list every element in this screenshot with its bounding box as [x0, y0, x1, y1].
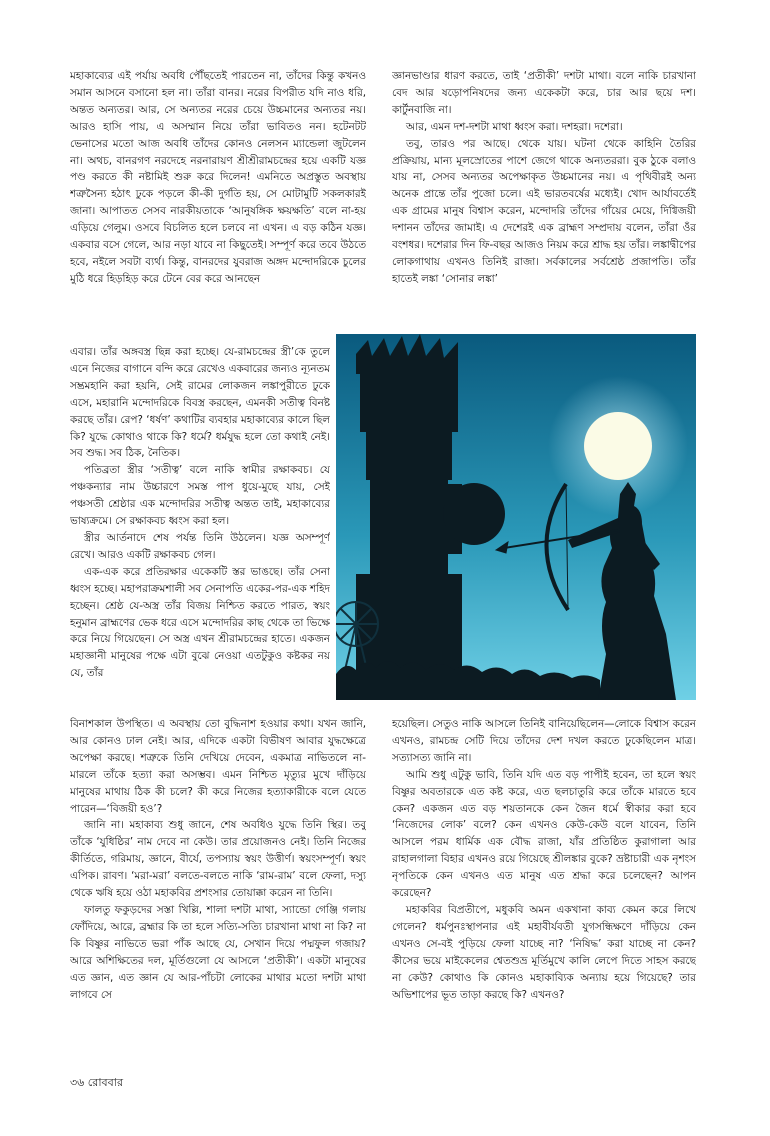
- article-paragraph: ফালতু ফকুড়দের সস্তা খিল্লি, শালা দশটা মাথা, স্যান্ডো গেঞ্জি গলায় ফোঁদিয়ে, আরে, ব্রহ্মার কি তা হলে সত্যি-সত্যি চারখানা মাথা না কি? না কি বিষ্ণুর নাভিতে ভরা পাঁক আছে যে, সেখান দিয়ে পদ্মফুল গজায়? আরে অশিক্ষিতের দল, মূর্তিগুলো যে আসলে ‘প্রতীকী’। একটা মানুষের এত জ্ঞান, এত জ্ঞান যে আর-পাঁচটা লোকের মাথার মতো দশটা মাথা লাগবে সে: [70, 903, 366, 1001]
- article-column-top-left: [70, 68, 366, 344]
- article-paragraph: জ্ঞানভাণ্ডার ধারণ করতে, তাই ‘প্রতীকী’ দশটা মাথা। বলে নাকি চারখানা বেদ আর ষড়োপনিষদের জন্য একেকটা করে, চার আর ছয়ে দশ। কার্টুনবাজি না।: [392, 70, 696, 116]
- article-paragraph: তবু, তারও পর আছে। থেকে যায়। ঘটনা থেকে কাহিনি তৈরির প্রক্রিয়ায়, মান্য মূলস্রোতের পাশে জেগে থাকে অন্যতররা। বুক ঠুকে বলাও যায় না, সেসব অন্যতর অপেক্ষাকৃত উচ্চমানের নয়। এ পৃথিবীরই অন্য অনেক প্রান্তে তাঁর পুজো চলে। এই ভারতবর্ষের মধ্যেই। খোদ আর্যাবর্তেই এক গ্রামের মানুষ বিশ্বাস করেন, মন্দোদরি তাঁদের গাঁয়ের মেয়ে, দিগ্বিজয়ী দশানন তাঁদের জামাই। এ দেশেরই এক ব্রাহ্মণ সম্প্রদায় বলেন, তাঁরা ওঁর বংশধর। দশেরার দিন ফি-বছর আজও নিয়ম করে শ্রাদ্ধ হয় তাঁর। লঙ্কাদ্বীপের লোকগাথায় এখনও তিনিই রাজা। সর্বকালের সর্বশ্রেষ্ঠ প্রজাপতি। তাঁর হাতেই লঙ্কা ‘সোনার লঙ্কা’: [392, 137, 696, 285]
- article-paragraph: এবার। তাঁর অঙ্গবস্ত্র ছিন্ন করা হচ্ছে। যে-রামচন্দ্রের স্ত্রী’কে তুলে এনে নিজের বাগানে বন্দি করে রেখেও একবারের জন্যও ন্যূনতম সম্ভ্রমহানি করা হয়নি, সেই রামের লোকজন লঙ্কাপুরীতে ঢুকে এসে, মহারানি মন্দোদরিকে বিবস্ত্র করছেন, এমনকী সতীত্ব বিনষ্ট করছে তাঁর। রেপ? ‘ধর্ষণ’ কথাটির ব্যবহার মহাকাব্যের কালে ছিল কি? যুদ্ধে কোথাও থাকে কি? ধর্মে? ধর্মযুদ্ধ হলে তো কথাই নেই। সব শুদ্ধ। সব ঠিক, নৈতিক।: [70, 346, 330, 460]
- article-paragraph: বিনাশকাল উপস্থিত। এ অবস্থায় তো বুদ্ধিনাশ হওয়ার কথা। যখন জানি, আর কোনও ঢাল নেই। আর, এদিকে একটা বিভীষণ আবার যুদ্ধক্ষেত্রে অপেক্ষা করছে। শত্রুকে তিনি দেখিয়ে দেবেন, একমাত্র নাভিতলে না-মারলে তাঁকে হত্যা করা অসম্ভব। এমন নিশ্চিত মৃত্যুর মুখে দাঁড়িয়ে মানুষের মাথায় ঠিক কী চলে? কী করে নিজের হত্যাকারীকে বলে যেতে পারেন—‘বিজয়ী হও’?: [70, 718, 366, 815]
- article-paragraph: জানি না। মহাকাব্য শুধু জানে, শেষ অবধিও যুদ্ধে তিনি স্থির। তবু তাঁকে ‘যুধিষ্ঠির’ নাম দেবে না কেউ। তার প্রয়োজনও নেই। তিনি নিজের কীর্তিতে, গরিমায়, জ্ঞানে, বীর্যে, তপস্যায় স্বয়ং উত্তীর্ণ। স্বয়ংসম্পূর্ণ। স্বয়ং এপিক। রাবণ। ‘মরা-মরা’ বলতে-বলতে নাকি ‘রাম-রাম’ বলে ফেলা, দস্যু থেকে ঋষি হয়ে ওঠা মহাকবির প্রশংসার তোয়াক্কা করেন না তিনি।: [70, 819, 366, 900]
- ravana-effigy-illustration: [336, 334, 696, 700]
- article-paragraph: মহাকাব্যের এই পর্যায় অবধি পৌঁছতেই পারতেন না, তাঁদের কিন্তু কখনও সমান আসনে বসানো হল না। তাঁরা বানর। নরের বিপরীত যদি নাও ধরি, অন্তত অন্যতর। আর, সে অন্যতর নরের চেয়ে উচ্চমানের অন্যতর নয়। আরও হাসি পায়, এ অসম্মান নিয়ে তাঁরা ভাবিতও নন। হটেনটট ভেনাসের মতো আজ অবধি তাঁদের কোনও নেলসন ম্যান্ডেলা জুটলেন না। অথচ, বানরগণ নরদেহে নরনারায়ণ শ্রীশ্রীরামচন্দ্রের হয়ে একটি যজ্ঞ পণ্ড করতে কী নষ্টামিই শুরু করে দিলেন! এমনিতে অপ্রস্তুত অবস্থায় শত্রুসৈন্য হঠাৎ ঢুকে পড়লে কী-কী দুর্গতি হয়, সে মোটামুটি সকলকারই জানা। আপাতত সেসব নারকীয়তাকে ‘আনুষঙ্গিক ক্ষয়ক্ষতি’ বলে না-হয় এড়িয়ে গেলুম। ওসবে বিচলিত হলে চলবে না এখন। এ বড় কঠিন যজ্ঞ। একবার বসে গেলে, আর নড়া যাবে না কিছুতেই। সম্পূর্ণ করে তবে উঠতে হবে, নইলে সবটা ব্যর্থ। কিন্তু, বানরদের যুবরাজ অঙ্গদ মন্দোদরিকে চুলের মুঠি ধরে হিড়হিড় করে টেনে বের করে আনছেন: [70, 70, 366, 285]
- article-column-top-right: [392, 68, 696, 328]
- article-paragraph: স্ত্রীর আর্তনাদে শেষ পর্যন্ত তিনি উঠলেন। যজ্ঞ অসম্পূর্ণ রেখে। আরও একটি রক্ষাকবচ গেল।: [70, 531, 330, 561]
- moon: [584, 412, 652, 480]
- article-column-bottom-right: [392, 716, 696, 1070]
- effigy-shield: [443, 483, 505, 545]
- page-folio: ৩৬ রোববার: [70, 1076, 123, 1089]
- article-paragraph: আর, এমন দশ-দশটা মাথা ধ্বংস করা। দশহরা। দশেরা।: [406, 120, 623, 133]
- article-column-bottom-left: [70, 716, 366, 1070]
- article-paragraph: হয়েছিল। সেতুও নাকি আসলে তিনিই বানিয়েছিলেন—লোকে বিশ্বাস করেন এখনও, রামচন্দ্র সেটি দিয়ে তাঁদের দেশ দখল করতে ঢুকেছিলেন মাত্র। সত্যাসত্য জানি না।: [392, 718, 696, 764]
- article-paragraph: আমি শুধু এটুকু ভাবি, তিনি যদি এত বড় পাপীই হবেন, তা হলে স্বয়ং বিষ্ণুর অবতারকে এত কষ্ট করে, এত ছলচাতুরি করে তাঁকে মারতে হবে কেন? একজন এত বড় শয়তানকে কেন জৈন ধর্মে স্বীকার করা হবে ‘নিজেদের লোক’ বলে? কেন এখনও কেউ-কেউ বলে যাবেন, তিনি আসলে পরম ধার্মিক এক বৌদ্ধ রাজা, যাঁর প্রতিষ্ঠিত কুরাগালা আর রাহালগালা বিহার এখনও রয়ে গিয়েছে শ্রীলঙ্কার বুকে? ভ্রষ্টাচারী এক নৃশংস নৃপতিকে কেন এখনও এত মানুষ এত শ্রদ্ধা করে চলেছেন? আপন করেছেন?: [392, 768, 696, 900]
- article-paragraph: পতিব্রতা স্ত্রীর ‘সতীত্ব’ বলে নাকি স্বামীর রক্ষাকবচ। যে পঞ্চকন্যার নাম উচ্চারণে সমস্ত পাপ ধুয়ে-মুছে যায়, সেই পঞ্চসতী শ্রেষ্ঠার এক মন্দোদরির সতীত্ব অন্তত তাই, মহাকাব্যের ভাষ্যক্রমে। সে রক্ষাকবচ ধ্বংস করা হল।: [70, 464, 330, 528]
- article-paragraph: এক-এক করে প্রতিরক্ষার একেকটি স্তর ভাঙছে। তাঁর সেনা ধ্বংস হচ্ছে। মহাপরাক্রমশালী সব সেনাপতি একের-পর-এক শহিদ হচ্ছেন। শ্রেষ্ঠ যে-অস্ত্র তাঁর বিজয় নিশ্চিত করতে পারত, স্বয়ং হনুমান ব্রাহ্মণের ভেক ধরে এসে মন্দোদরির কাছ থেকে তা ভিক্ষে করে নিয়ে গিয়েছেন। সে অস্ত্র এখন শ্রীরামচন্দ্রের হাতে। একজন মহাজ্ঞানী মানুষের পক্ষে এটা বুঝে নেওয়া এতটুকুও কষ্টকর নয় যে, তাঁর: [70, 565, 330, 680]
- article-paragraph: মহাকবির বিপ্রতীপে, মধুকবি অমন একখানা কাব্য কেমন করে লিখে গেলেন? ধর্মপুনঃস্থাপনার এই মহাবীর্যবতী যুগসন্ধিক্ষণে দাঁড়িয়ে কেন এখনও সে-বই পুড়িয়ে ফেলা যাচ্ছে না? ‘নিষিদ্ধ’ করা যাচ্ছে না কেন? কীসের ভয়ে মাইকেলের শ্বেতশুভ্র মূর্তিমুখে কালি লেপে দিতে সাহস করছে না কেউ? কোথাও কি কোনও মহাকাব্যিক অন্যায় হয়ে গিয়েছে? তার অভিশাপের ভূত তাড়া করছে কি? এখনও?: [392, 903, 696, 1001]
- article-column-middle-left: [70, 344, 330, 716]
